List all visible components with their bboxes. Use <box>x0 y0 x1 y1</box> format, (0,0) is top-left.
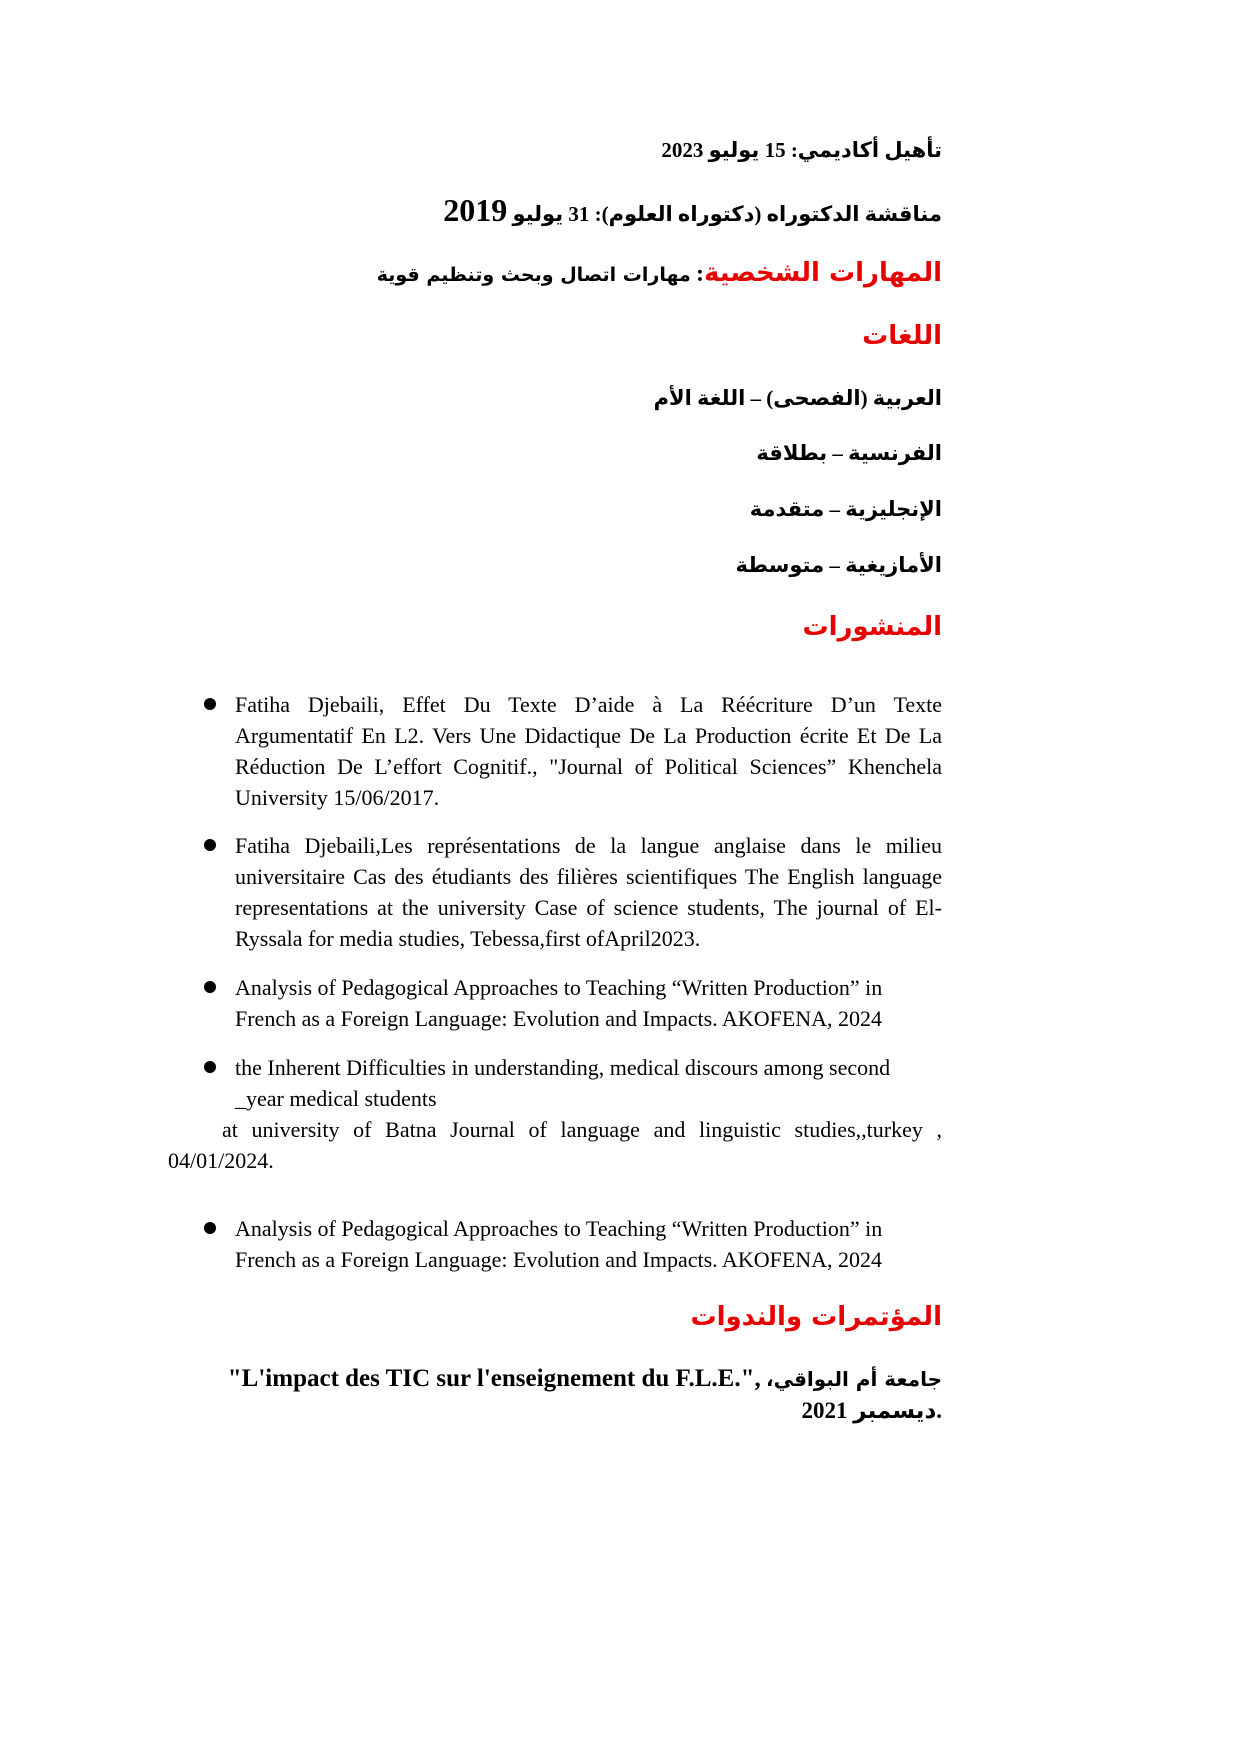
conference-date: ديسمبر 2021. <box>801 1398 942 1423</box>
doctorate-line <box>150 188 942 236</box>
publication-item <box>235 689 942 813</box>
publication-line: Réduction De L’effort Cognitif., "Journal of Political Sciences” Khenchela <box>235 754 942 779</box>
doctorate-text: مناقشة الدكتوراه (دكتوراه العلوم): 31 يوليو <box>512 202 942 226</box>
publication-line: University 15/06/2017. <box>235 785 440 810</box>
habilitation-line: تأهيل أكاديمي: 15 يوليو 2023 <box>661 138 942 162</box>
publication-line: Analysis of Pedagogical Approaches to Teaching “Written Production” in <box>235 1216 883 1241</box>
publication-item <box>235 972 942 1034</box>
publication-line: _year medical students <box>235 1086 437 1111</box>
publication-line: French as a Foreign Language: Evolution and Impacts. AKOFENA, 2024 <box>235 1247 883 1272</box>
conference-title: "L'impact des TIC sur l'enseignement du F.L.E.", <box>227 1365 761 1392</box>
bullet-icon <box>204 1222 216 1234</box>
bullet-icon <box>204 698 216 710</box>
conference-line-1 <box>150 1363 942 1395</box>
publication-continuation-line: at university of Batna Journal of language and linguistic studies,,turkey , <box>222 1117 942 1142</box>
personal-skills-line <box>150 253 942 295</box>
bullet-icon <box>204 839 216 851</box>
bullet-icon <box>204 1061 216 1073</box>
publication-item <box>235 830 942 954</box>
publication-line: Ryssala for media studies, Tebessa,first ofApril2023. <box>235 926 701 951</box>
publication-continuation-line: 04/01/2024. <box>168 1148 274 1173</box>
doctorate-year: 2019 <box>443 192 508 228</box>
publication-line: Fatiha Djebaili, Effet Du Texte D’aide à La Réécriture D’un Texte <box>235 692 942 717</box>
publication-line: representations at the university Case of science students, The journal of El- <box>235 895 942 920</box>
publication-line: Argumentatif En L2. Vers Une Didactique De La Production écrite Et De La <box>235 723 942 748</box>
language-item-amazigh: الأمازيغية – متوسطة <box>735 553 942 577</box>
conference-item <box>150 1363 942 1427</box>
languages-heading: اللغات <box>862 321 942 351</box>
personal-skills-colon: : <box>696 261 705 287</box>
publication-line: Analysis of Pedagogical Approaches to Teaching “Written Production” in <box>235 975 883 1000</box>
language-item-arabic: العربية (الفصحى) – اللغة الأم <box>653 386 942 410</box>
bullet-icon <box>204 981 216 993</box>
publication-line: universitaire Cas des étudiants des filières scientifiques The English language <box>235 864 942 889</box>
publication-line: the Inherent Difficulties in understanding, medical discours among second <box>235 1055 891 1080</box>
publications-heading: المنشورات <box>802 612 942 642</box>
publication-line: Fatiha Djebaili,Les représentations de la langue anglaise dans le milieu <box>235 833 942 858</box>
conference-line-2 <box>150 1395 942 1427</box>
conference-university: جامعة أم البواقي، <box>765 1367 942 1391</box>
publication-item <box>168 1052 942 1176</box>
conferences-heading: المؤتمرات والندوات <box>690 1302 942 1332</box>
language-item-english: الإنجليزية – متقدمة <box>749 497 942 521</box>
language-item-french: الفرنسية – بطلاقة <box>756 441 942 465</box>
personal-skills-value: مهارات اتصال وبحث وتنظيم قوية <box>376 264 691 286</box>
publication-line: French as a Foreign Language: Evolution and Impacts. AKOFENA, 2024 <box>235 1006 883 1031</box>
publication-item <box>235 1213 942 1275</box>
personal-skills-label: المهارات الشخصية <box>704 258 942 288</box>
